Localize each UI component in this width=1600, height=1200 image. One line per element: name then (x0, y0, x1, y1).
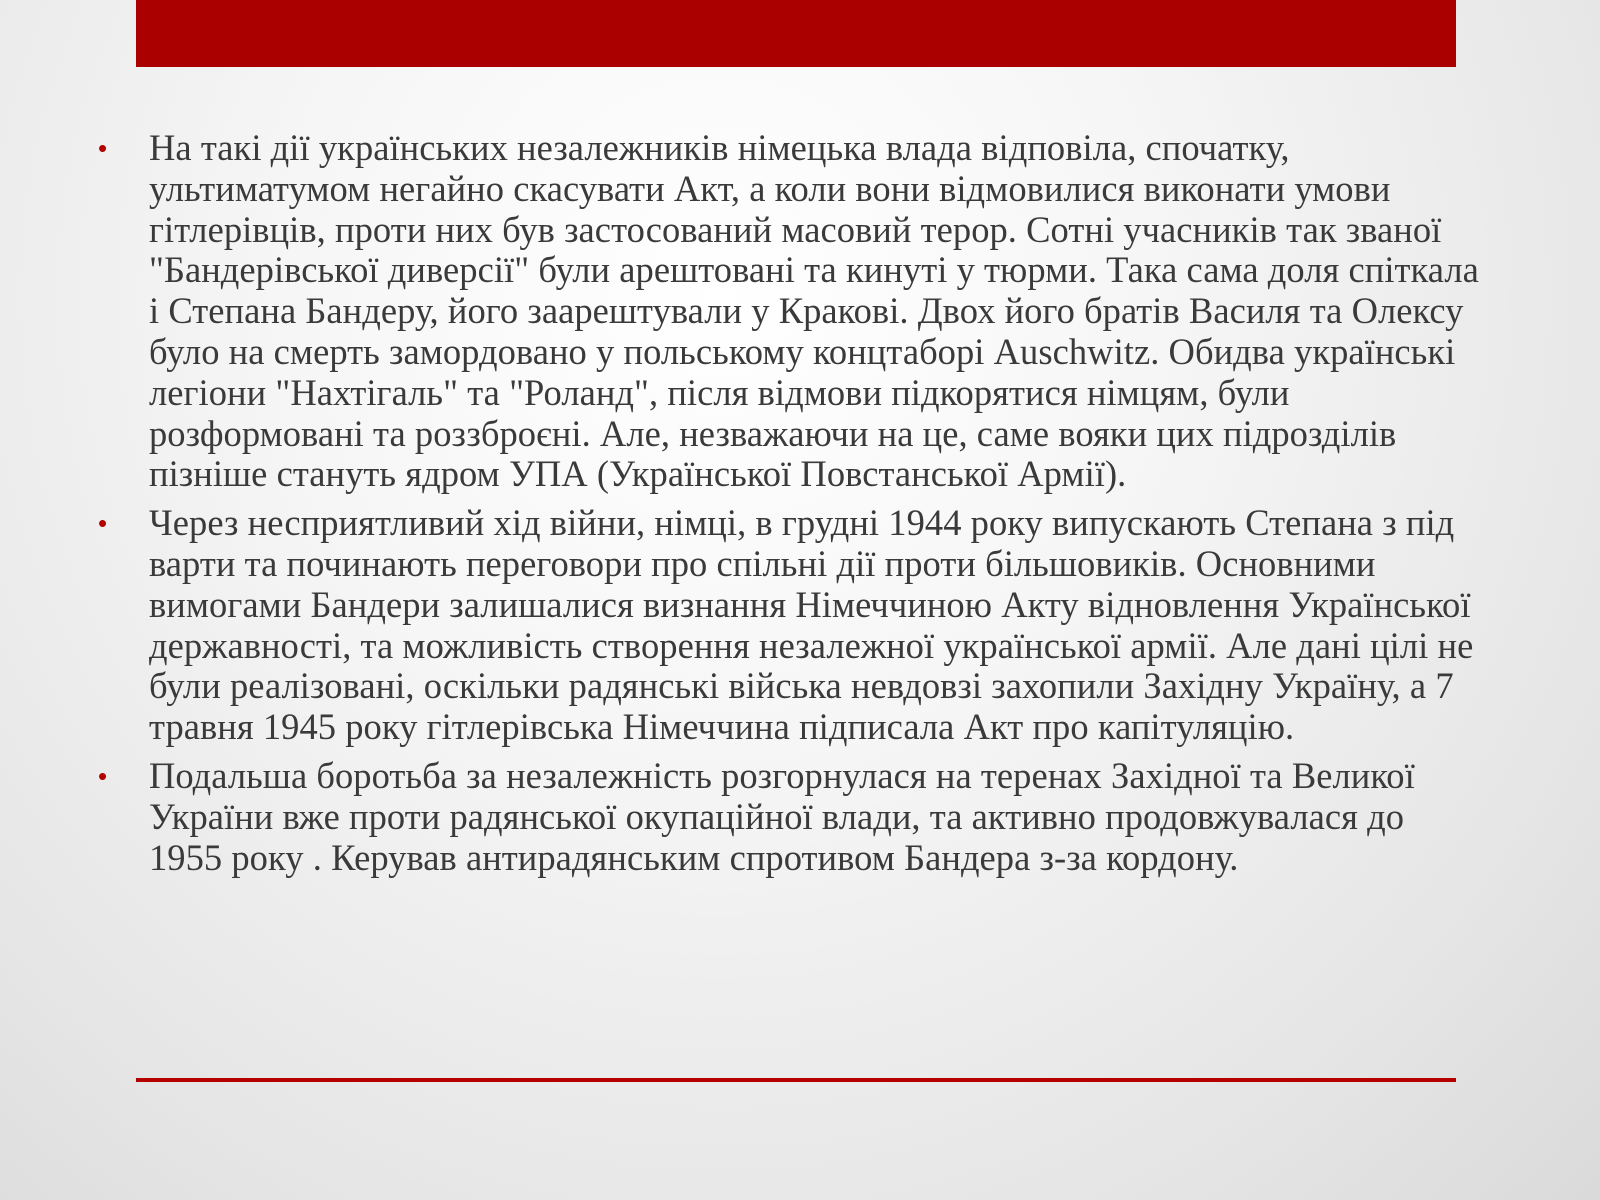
bullet-text: На такі дії українських незалежників німецька влада відповіла, спочатку, ультиматумом негайно скасувати Акт, а коли вони відмовилися виконати умови гітлерівців, проти них був застосований масовий терор. Сотні учасників так званої "Бандерівської диверсії" були арештовані та кинуті у тюрми. Така сама доля спіткала і Степана Бандеру, його заарештували у Кракові. Двох його братів Василя та Олексу було на смерть замордовано у польському концтаборі Auschwitz. Обидва українські легіони "Нахтігаль" та "Роланд", після відмови підкорятися німцям, були розформовані та роззброєні. Але, незважаючи на це, саме вояки цих підрозділів пізніше стануть ядром УПА (Української Повстанської Армії). (149, 127, 1479, 495)
bullet-dot-icon: • (98, 508, 108, 539)
bullet-item (96, 128, 1486, 495)
footer-divider (136, 1078, 1456, 1082)
bullet-text: Подальша боротьба за незалежність розгорнулася на теренах Західної та Великої України вже проти радянської окупаційної влади, та активно продовжувалася до 1955 року . Керував антирадянським спротивом Бандера з-за кордону. (149, 754, 1415, 878)
bullet-dot-icon: • (98, 133, 108, 163)
title-accent-bar (136, 0, 1456, 67)
bullet-item (96, 756, 1486, 878)
slide-body (96, 128, 1486, 886)
bullet-text: Через несприятливий хід війни, німці, в грудні 1944 року випускають Степана з під варти та починають переговори про спільні дії проти більшовиків. Основними вимогами Бандери залишалися визнання Німеччиною Акту відновлення Української державності, та можливість створення незалежної української армії. Але дані цілі не були реалізовані, оскільки радянські війська невдовзі захопили Західну Україну, а 7 травня 1945 року гітлерівська Німеччина підписала Акт про капітуляцію. (149, 502, 1474, 748)
bullet-dot-icon: • (98, 760, 108, 791)
bullet-item (96, 503, 1486, 748)
